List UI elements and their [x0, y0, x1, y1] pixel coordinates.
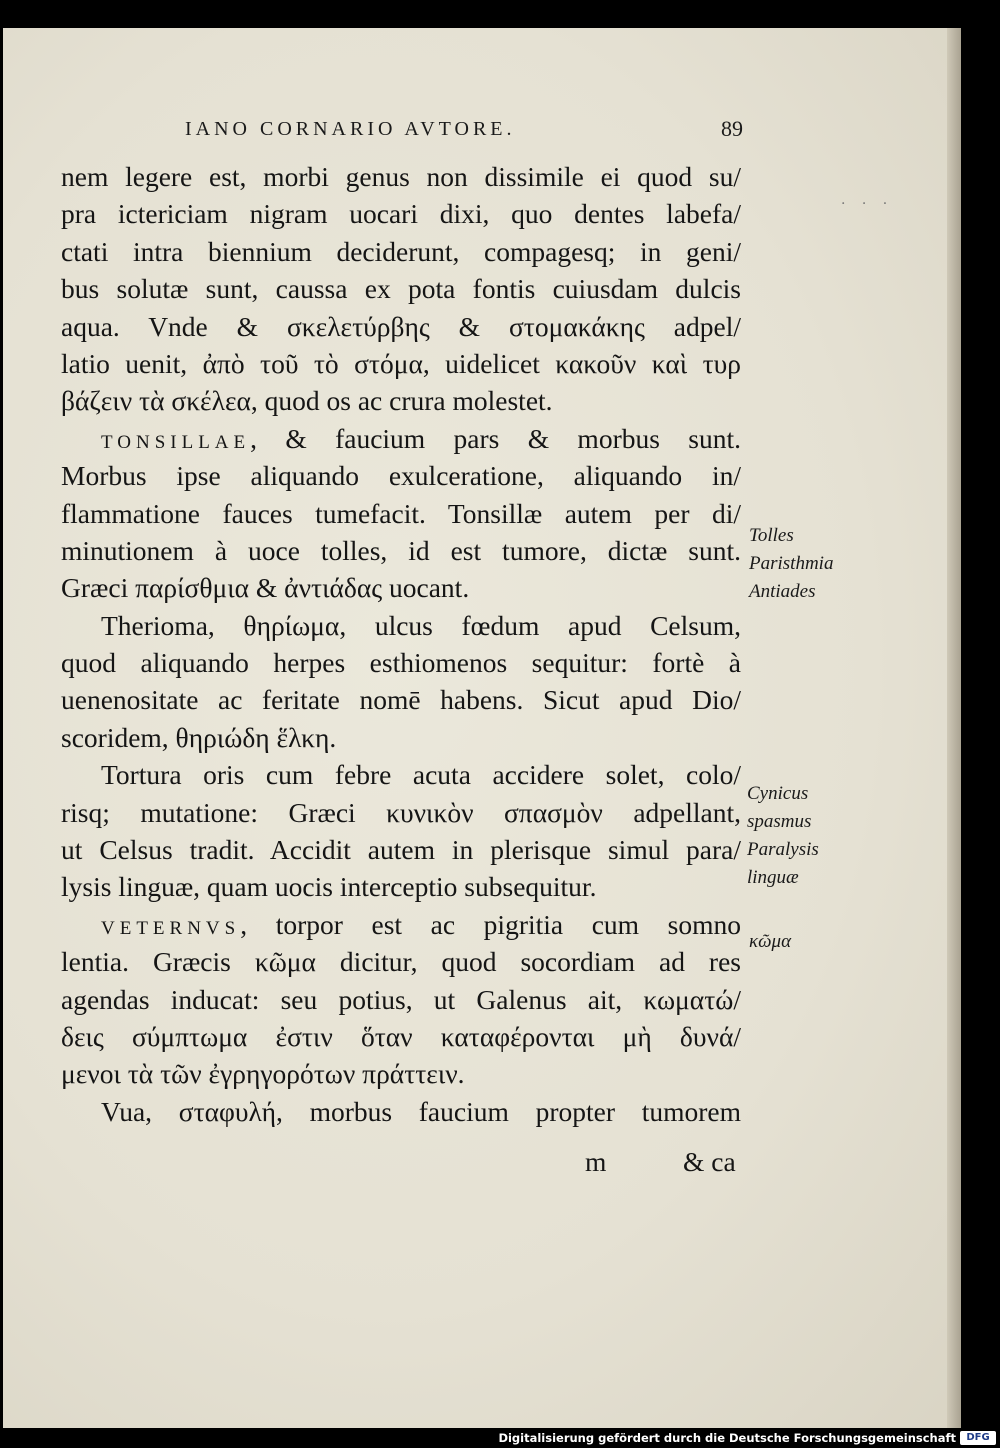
text-line: flammatione fauces tumefacit. Tonsillæ autem per di/: [61, 497, 741, 529]
text-line: latio uenit, ἀπὸ τοῦ τὸ στόμα, uidelicet κακοῦν καὶ τυρ: [61, 347, 741, 379]
text-line: Tortura oris cum febre acuta accidere solet, colo/: [101, 759, 741, 791]
text-line: Vua, σταφυλή, morbus faucium propter tumorem: [101, 1095, 741, 1127]
text-line: scoridem, θηριώδη ἕλκη.: [61, 721, 337, 753]
catchword: & ca: [683, 1146, 736, 1177]
text-line: aqua. Vnde & σκελετύρβης & στομακάκης adpel/: [61, 310, 741, 342]
digitization-credit: Digitalisierung gefördert durch die Deutsche Forschungsgemeinschaft: [498, 1431, 956, 1445]
margin-note-cynicus: Cynicus spasmus Paralysis linguæ: [747, 783, 819, 888]
text-line: agendas inducat: seu potius, ut Galenus ait, κωματώ/: [61, 983, 741, 1015]
text-line: nem legere est, morbi genus non dissimile ei quod su/: [61, 161, 741, 192]
margin-note-koma: κῶμα: [749, 931, 792, 952]
text-line: ctati intra biennium deciderunt, compagesq; in geni/: [61, 235, 741, 267]
text-line: bus solutæ sunt, caussa ex pota fontis cuiusdam dulcis: [61, 273, 741, 305]
text-line: quod aliquando herpes esthiomenos sequitur: fortè à: [61, 647, 741, 679]
text-line: μενοι τὰ τῶν ἐγρηγορότων πράττειν.: [61, 1058, 465, 1090]
running-head: IANO CORNARIO AVTORE.: [185, 118, 516, 140]
text-line: TONSILLAE, & faucium pars & morbus sunt.: [101, 422, 741, 454]
section-keyword-veternus: VETERNVS: [101, 917, 241, 939]
text-line: Therioma, θηρίωμα, ulcus fœdum apud Celsum,: [101, 609, 741, 641]
page-number: 89: [721, 116, 743, 141]
margin-specks: · · ·: [841, 196, 894, 212]
text-line: ut Celsus tradit. Accidit autem in plerisque simul para/: [61, 834, 741, 866]
text-line: pra ictericiam nigram uocari dixi, quo dentes labefa/: [61, 198, 741, 230]
footer-bar: [0, 1428, 1000, 1448]
text-line: risq; mutatione: Græci κυνικὸν σπασμὸν adpellant,: [61, 796, 741, 828]
main-text: [61, 158, 741, 1130]
book-page: [3, 28, 961, 1428]
page-header: [163, 116, 743, 150]
text-line: βάζειν τὰ σκέλεα, quod os ac crura molestet.: [61, 385, 553, 417]
text-line: Græci παρίσθμια & ἀντιάδας uocant.: [61, 572, 470, 604]
section-keyword-tonsillae: TONSILLAE: [101, 431, 251, 453]
signature-mark: m: [585, 1146, 607, 1177]
text-line: VETERNVS, torpor est ac pigritia cum somno: [101, 908, 741, 940]
text-line: δεις σύμπτωμα ἐστιν ὅταν καταφέρονται μὴ δυνά/: [61, 1020, 741, 1052]
page-edge: [947, 28, 961, 1428]
text-line: uenenositate ac feritate nomē habens. Sicut apud Dio/: [61, 684, 741, 716]
text-line: lysis linguæ, quam uocis interceptio subsequitur.: [61, 871, 597, 903]
text-line: Morbus ipse aliquando exulceratione, aliquando in/: [61, 460, 741, 492]
text-line: minutionem à uoce tolles, id est tumore, dictæ sunt.: [61, 534, 741, 566]
text-line: lentia. Græcis κῶμα dicitur, quod socordiam ad res: [61, 946, 741, 978]
dfg-logo-icon: DFG: [960, 1431, 996, 1445]
margin-note-tonsillae: Tolles Paristhmia Antiades: [749, 525, 834, 602]
